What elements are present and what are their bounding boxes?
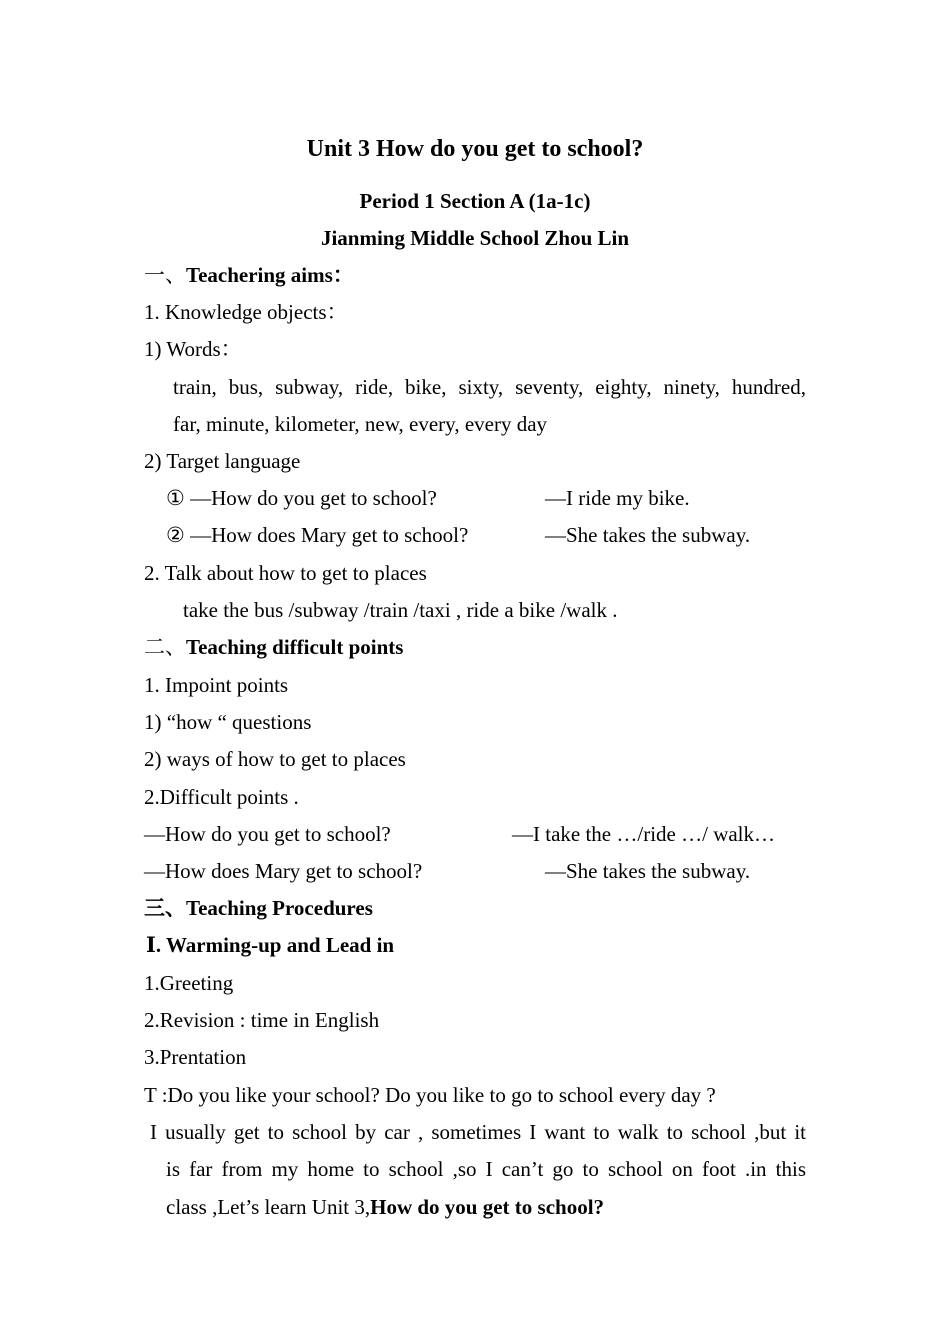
difficult-points-label: 2.Difficult points . — [144, 785, 299, 809]
page-title: Unit 3 How do you get to school? — [306, 136, 644, 162]
paragraph-text: class ,Let’s learn Unit 3, — [166, 1195, 371, 1219]
section-title: Teaching difficult points — [186, 635, 404, 659]
paragraph-line-1: I usually get to school by car , sometimes I want to walk to school ,but it — [150, 1120, 806, 1144]
paragraph-line-2: is far from my home to school ,so I can’t go to school on foot .in this — [166, 1157, 806, 1181]
step-warming-up: Ⅰ. Warming-up and Lead in — [146, 933, 395, 957]
step-revision: 2.Revision : time in English — [144, 1008, 380, 1032]
section-number: 二、 — [144, 635, 186, 659]
target-answer-2: —She takes the subway. — [545, 523, 751, 547]
paragraph-emphasis: How do you get to school? — [370, 1195, 605, 1219]
page-subtitle: Period 1 Section A (1a-1c) — [359, 189, 591, 213]
impoint-label: 1. Impoint points — [144, 673, 289, 697]
words-line-1: train, bus, subway, ride, bike, sixty, seventy, eighty, ninety, hundred, — [173, 375, 806, 399]
target-language-label: 2) Target language — [144, 449, 301, 473]
difficult-question-1: —How do you get to school? — [144, 822, 391, 846]
impoint-item-1: 1) “how “ questions — [144, 710, 312, 734]
knowledge-objects-label: 1. Knowledge objects： — [144, 300, 348, 324]
section-heading-procedures — [144, 895, 373, 921]
impoint-item-2: 2) ways of how to get to places — [144, 747, 406, 771]
target-question-1: ① —How do you get to school? — [166, 486, 437, 510]
target-answer-1: —I ride my bike. — [545, 486, 690, 510]
talk-line: take the bus /subway /train /taxi , ride a bike /walk . — [183, 598, 618, 622]
section-heading-difficult — [144, 634, 403, 660]
section-number: 一、 — [144, 263, 186, 287]
section-title: Teaching Procedures — [186, 896, 373, 920]
step-prentation: 3.Prentation — [144, 1045, 247, 1069]
talk-label: 2. Talk about how to get to places — [144, 561, 427, 585]
difficult-question-2: —How does Mary get to school? — [144, 859, 423, 883]
section-title: Teachering aims： — [186, 263, 354, 287]
words-label: 1) Words： — [144, 337, 242, 361]
step-greeting: 1.Greeting — [144, 971, 234, 995]
paragraph-line-3 — [166, 1194, 604, 1220]
teacher-line: T :Do you like your school? Do you like to go to school every day ? — [144, 1083, 716, 1107]
difficult-answer-2: —She takes the subway. — [545, 859, 751, 883]
words-line-2: far, minute, kilometer, new, every, every day — [173, 412, 548, 436]
section-heading-aims — [144, 262, 354, 288]
target-question-2: ② —How does Mary get to school? — [166, 523, 469, 547]
section-number: 三、 — [144, 896, 186, 920]
author-line: Jianming Middle School Zhou Lin — [320, 226, 630, 250]
difficult-answer-1: —I take the …/ride …/ walk… — [512, 822, 776, 846]
